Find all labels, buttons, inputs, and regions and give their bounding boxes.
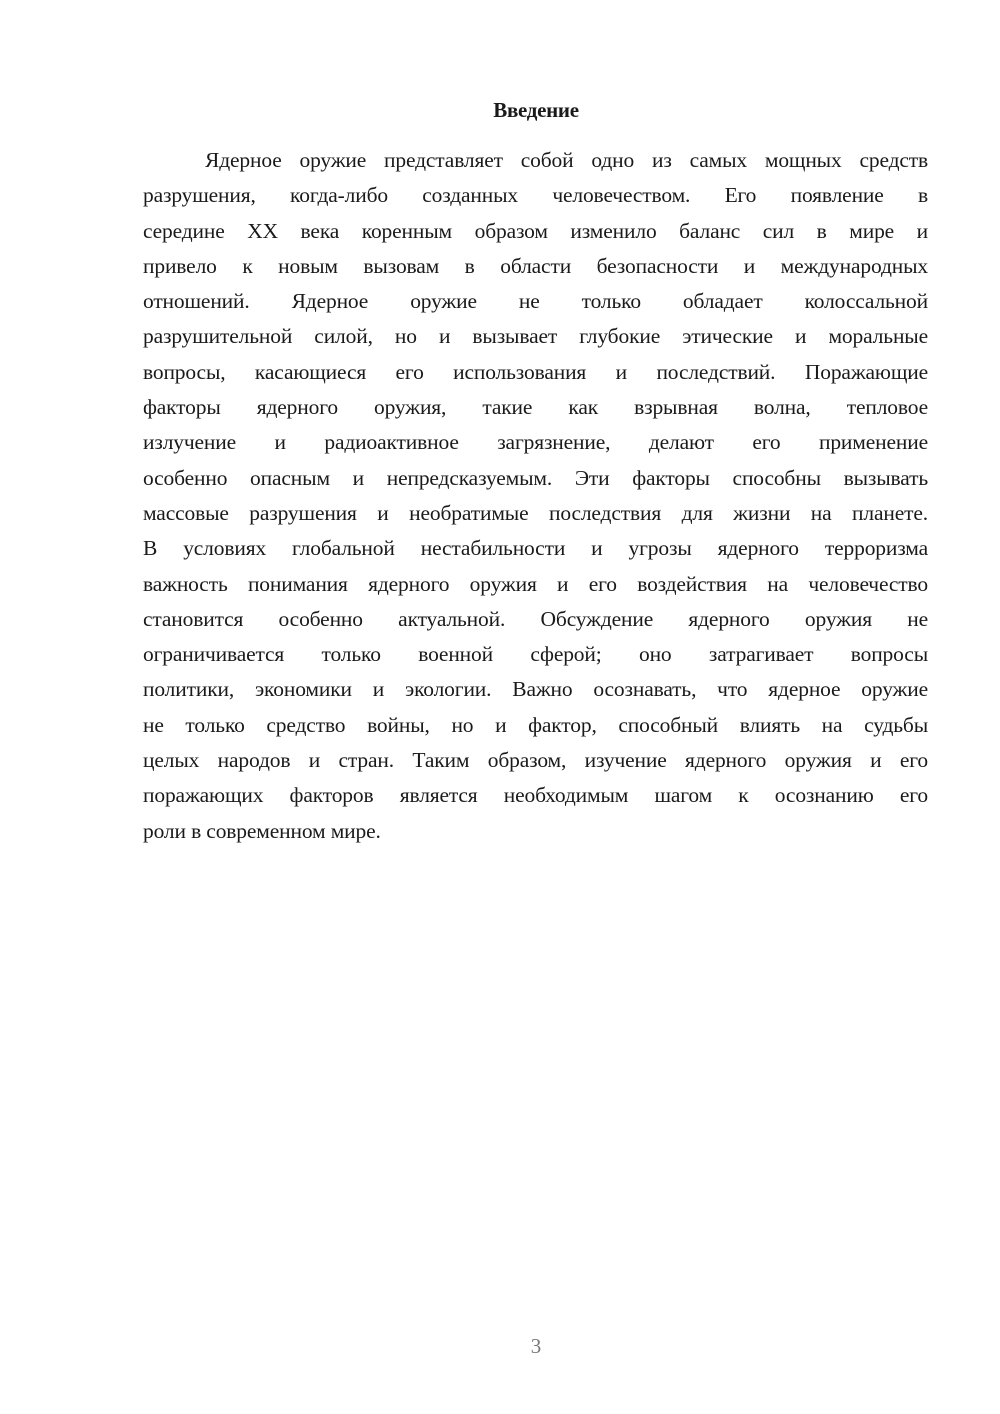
paragraph-line: особенно опасным и непредсказуемым. Эти факторы способны вызывать [143,465,928,490]
paragraph-line: становится особенно актуальной. Обсуждение ядерного оружия не [143,606,928,631]
section-title: Введение [493,98,579,122]
paragraph-line: важность понимания ядерного оружия и его воздействия на человечество [143,571,928,596]
paragraph-line: вопросы, касающиеся его использования и последствий. Поражающие [143,359,928,384]
paragraph-line: привело к новым вызовам в области безопасности и международных [143,253,928,278]
page-number: 3 [530,1334,542,1358]
paragraph-line: массовые разрушения и необратимые последствия для жизни на планете. [143,500,928,525]
paragraph-line: политики, экономики и экологии. Важно осознавать, что ядерное оружие [143,677,928,702]
paragraph-line: не только средство войны, но и фактор, способный влиять на судьбы [143,712,928,737]
paragraph-line: В условиях глобальной нестабильности и угрозы ядерного терроризма [143,536,928,561]
paragraph-line: роли в современном мире. [143,818,381,843]
introduction-paragraph [143,143,928,849]
paragraph-line: середине XX века коренным образом изменило баланс сил в мире и [143,218,928,243]
paragraph-line: факторы ядерного оружия, такие как взрывная волна, тепловое [143,395,928,420]
paragraph-line: разрушения, когда-либо созданных человечеством. Его появление в [143,183,928,208]
paragraph-line: поражающих факторов является необходимым шагом к осознанию его [143,783,928,808]
paragraph-line: разрушительной силой, но и вызывает глубокие этические и моральные [143,324,928,349]
paragraph-line: целых народов и стран. Таким образом, изучение ядерного оружия и его [143,748,928,773]
paragraph-line: отношений. Ядерное оружие не только обладает колоссальной [143,289,928,314]
paragraph-line: ограничивается только военной сферой; оно затрагивает вопросы [143,642,928,667]
paragraph-line: Ядерное оружие представляет собой одно из самых мощных средств [205,148,928,172]
paragraph-line: излучение и радиоактивное загрязнение, делают его применение [143,430,928,455]
